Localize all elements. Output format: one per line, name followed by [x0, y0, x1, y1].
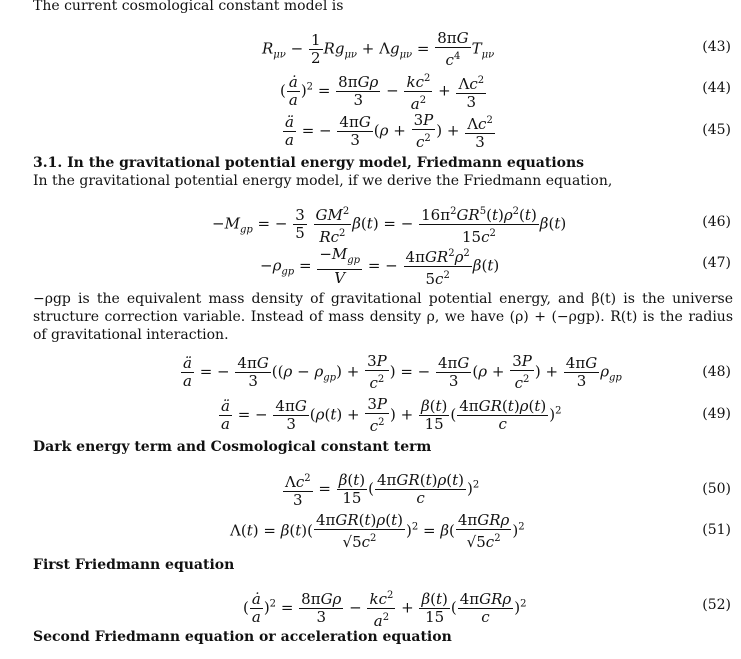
equation-45 — [0, 112, 741, 152]
second-friedmann-heading: Second Friedmann equation or acceleration equation — [33, 629, 452, 645]
dark-energy-heading: Dark energy term and Cosmological constant term — [33, 439, 432, 455]
equation-number: (50) — [702, 481, 731, 497]
equation-52 — [0, 587, 741, 630]
equation-52-body: ( $\frac{ȧ}{a}$ )$^2$ = $\frac{\text{8πGρ}}{3}$ − $\frac{kc^2}{a^2}$ + $\frac{\beta(t)}{15}$ ( $\frac{\text{4πGRρ}}{c}$ )$^2$ — [243, 587, 527, 630]
equation-number: (52) — [702, 597, 731, 613]
equation-number: (49) — [702, 406, 731, 422]
equation-49-body: $\frac{ä}{a}$ = − $\frac{4\pi G}{3}$ (ρ(t) + $\frac{3P}{c^2}$ ) + $\frac{\beta(t)}{15}$ ( $\frac{\text{4πGR(t)ρ(t)}}{c}$ )$^2$ — [221, 395, 562, 435]
equation-48 — [0, 353, 741, 393]
section-intro: In the gravitational potential energy model, if we derive the Friedmann equation, — [33, 173, 613, 189]
equation-number: (47) — [702, 255, 731, 271]
equation-44-body: ( $\frac{ȧ}{a}$ )$^2$ = $\frac{\text{8πGρ}}{3}$ − $\frac{kc^2}{a^2}$ + $\frac{\Lambda c^2}{3}$ — [280, 70, 487, 113]
first-friedmann-heading: First Friedmann equation — [33, 557, 235, 573]
equation-number: (48) — [702, 364, 731, 380]
equation-number: (45) — [702, 122, 731, 138]
equation-49 — [0, 396, 741, 436]
equation-43-body: $R_{\mu\nu}$ − $\frac{1}{2}$ $Rg_{\mu\nu} + \Lambda g_{\mu\nu}$ = $\frac{8\pi G}{c^4}$ $T_{\mu\nu}$ — [262, 29, 495, 69]
equation-number: (51) — [702, 522, 731, 538]
equation-43 — [0, 28, 741, 68]
equation-number: (46) — [702, 214, 731, 230]
intro-text: The current cosmological constant model is — [33, 0, 344, 14]
equation-47-body: $-\rho_{gp}$ = $\frac{-M_{gp}}{V}$ = − $\frac{4\pi GR^2\rho^2}{5c^2}$ β(t) — [260, 245, 500, 288]
section-heading: 3.1. In the gravitational potential energy model, Friedmann equations — [33, 155, 585, 171]
equation-50 — [0, 470, 741, 510]
equation-47 — [0, 245, 741, 288]
equation-45-body: $\frac{ä}{a}$ = − $\frac{4\pi G}{3}$ (ρ + $\frac{3P}{c^2}$ ) + $\frac{\Lambda c^2}{3}$ — [285, 111, 493, 151]
equation-51 — [0, 512, 741, 552]
equation-number: (44) — [702, 80, 731, 96]
explanation-paragraph: −ρgp is the equivalent mass density of gravitational potential energy, and β(t) is the universe structure correction variable. Instead of mass density ρ, we have (ρ) + (−ρgp). R(t) is the radius of gravitational interaction. — [33, 291, 733, 343]
equation-48-body: $\frac{ä}{a}$ = − $\frac{4\pi G}{3}$ ($(\rho - \rho_{gp})$ + $\frac{3P}{c^2}$ ) = − $\frac{4\pi G}{3}$ (ρ + $\frac{3P}{c^2}$ ) + $\frac{4\pi G}{3}$ $\rho_{gp}$ — [183, 352, 622, 392]
equation-number: (43) — [702, 39, 731, 55]
equation-50-body: $\frac{\Lambda c^2}{3}$ = $\frac{\beta(t)}{15}$ ( $\frac{\text{4πGR(t)ρ(t)}}{c}$ )$^2$ — [285, 471, 480, 509]
equation-46-body: $-M_{gp}$ = − $\frac{3}{5}$ $\frac{GM^2}{Rc^2}$ β(t) = − $\frac{16\pi^2GR^5(t)\rho^2(t)}{15c^2}$ β(t) — [212, 203, 566, 246]
equation-46 — [0, 203, 741, 246]
equation-44 — [0, 70, 741, 113]
equation-51-body: Λ(t) = β(t)( $\frac{\text{4πGR(t)ρ(t)}}{√5c^2}$ )$^2$ = β( $\frac{\text{4πGRρ}}{√5c^2}$ )$^2$ — [230, 511, 525, 551]
